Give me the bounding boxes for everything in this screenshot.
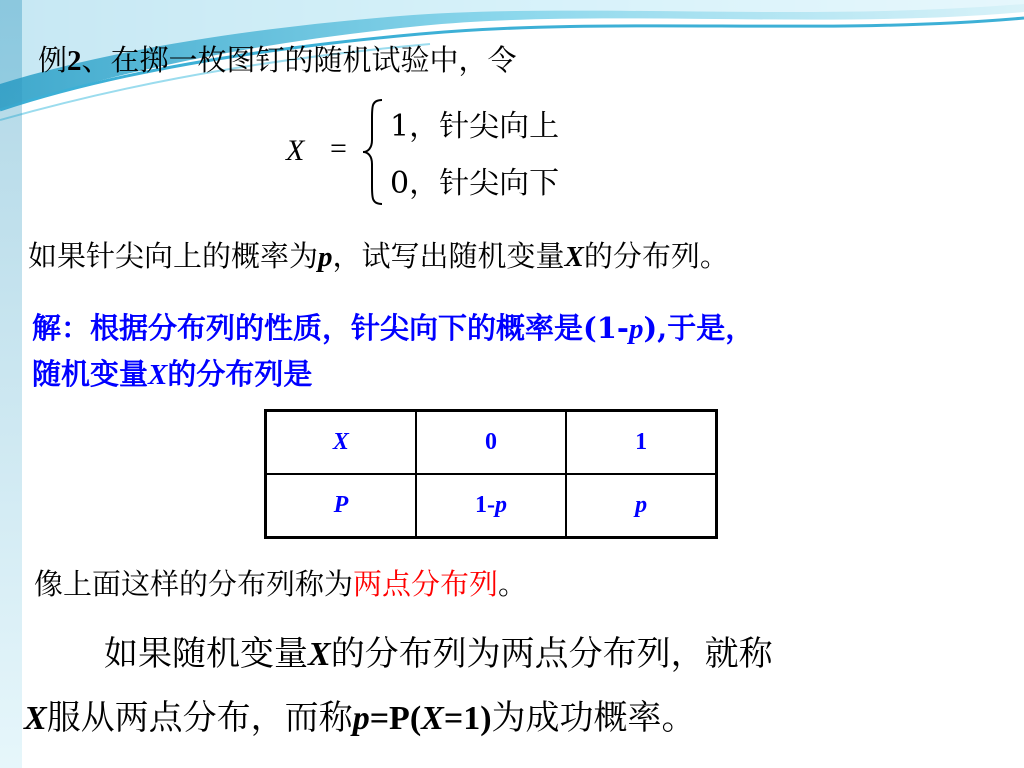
definition-line-1: 如果随机变量X的分布列为两点分布列，就称 xyxy=(104,634,773,674)
table-row xyxy=(266,474,717,538)
table-row xyxy=(266,411,717,475)
two-point-note: 像上面这样的分布列称为两点分布列。 xyxy=(34,567,528,601)
question-text: 如果针尖向上的概率为p，试写出随机变量X的分布列。 xyxy=(28,239,729,273)
definition-line-2: X服从两点分布，而称p=P(X=1)为成功概率。 xyxy=(24,698,696,738)
table-header-p: P xyxy=(266,474,416,538)
formula-case-up: 1，针尖向上 xyxy=(390,109,560,144)
table-cell: 1-p xyxy=(416,474,566,538)
highlight-term: 两点分布列 xyxy=(353,567,499,601)
solution-line-2: 随机变量X的分布列是 xyxy=(32,357,313,391)
example-title: 例2、在掷一枚图钉的随机试验中，令 xyxy=(38,43,517,77)
distribution-table xyxy=(264,409,718,539)
left-brace-icon xyxy=(360,96,386,208)
table-cell: 0 xyxy=(416,411,566,475)
formula-case-down: 0，针尖向下 xyxy=(390,166,560,201)
solution-line-1: 解：根据分布列的性质，针尖向下的概率是(1-p),于是， xyxy=(32,311,755,345)
table-cell: 1 xyxy=(566,411,716,475)
table-header-x: X xyxy=(266,411,416,475)
formula-variable: X xyxy=(286,134,305,167)
table-cell: p xyxy=(566,474,716,538)
formula-equals: = xyxy=(330,132,347,165)
